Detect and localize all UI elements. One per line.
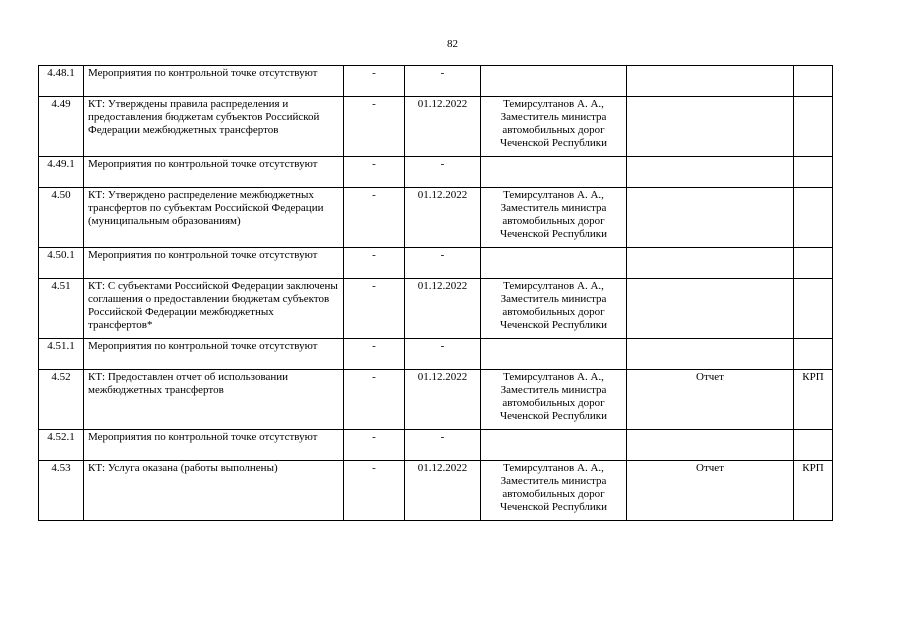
row-number: 4.49 — [39, 97, 84, 157]
table-row — [39, 461, 833, 521]
row-number: 4.53 — [39, 461, 84, 521]
row-end: 01.12.2022 — [405, 279, 481, 339]
row-document — [627, 248, 794, 279]
row-name: Мероприятия по контрольной точке отсутствуют — [84, 157, 344, 188]
row-start: - — [344, 370, 405, 430]
table-row — [39, 248, 833, 279]
row-system — [794, 430, 833, 461]
row-document — [627, 66, 794, 97]
row-document — [627, 157, 794, 188]
row-system — [794, 248, 833, 279]
row-document — [627, 279, 794, 339]
row-responsible: Темирсултанов А. А., Заместитель министра автомобильных дорог Чеченской Республики — [481, 461, 627, 521]
row-end: - — [405, 339, 481, 370]
row-system — [794, 188, 833, 248]
row-number: 4.49.1 — [39, 157, 84, 188]
row-system — [794, 339, 833, 370]
row-responsible — [481, 66, 627, 97]
row-start: - — [344, 339, 405, 370]
row-end: 01.12.2022 — [405, 97, 481, 157]
row-responsible: Темирсултанов А. А., Заместитель министра автомобильных дорог Чеченской Республики — [481, 370, 627, 430]
row-responsible: Темирсултанов А. А., Заместитель министра автомобильных дорог Чеченской Республики — [481, 188, 627, 248]
row-responsible: Темирсултанов А. А., Заместитель министра автомобильных дорог Чеченской Республики — [481, 279, 627, 339]
table-row — [39, 370, 833, 430]
row-start: - — [344, 430, 405, 461]
row-responsible — [481, 157, 627, 188]
table-row — [39, 157, 833, 188]
row-end: 01.12.2022 — [405, 370, 481, 430]
row-end: - — [405, 248, 481, 279]
plan-table — [38, 65, 833, 521]
row-end: 01.12.2022 — [405, 188, 481, 248]
row-start: - — [344, 97, 405, 157]
page-number: 82 — [447, 38, 458, 50]
table-row — [39, 188, 833, 248]
table-row — [39, 430, 833, 461]
row-start: - — [344, 279, 405, 339]
row-end: - — [405, 430, 481, 461]
row-responsible — [481, 430, 627, 461]
row-end: - — [405, 157, 481, 188]
row-document — [627, 188, 794, 248]
row-system: КРП — [794, 370, 833, 430]
row-number: 4.50 — [39, 188, 84, 248]
row-responsible: Темирсултанов А. А., Заместитель министра автомобильных дорог Чеченской Республики — [481, 97, 627, 157]
row-number: 4.52 — [39, 370, 84, 430]
row-name: Мероприятия по контрольной точке отсутствуют — [84, 248, 344, 279]
row-end: 01.12.2022 — [405, 461, 481, 521]
row-system: КРП — [794, 461, 833, 521]
row-system — [794, 66, 833, 97]
row-start: - — [344, 66, 405, 97]
table-row — [39, 279, 833, 339]
row-name: КТ: Утверждены правила распределения и предоставления бюджетам субъектов Российской Федерации межбюджетных трансфертов — [84, 97, 344, 157]
table-row — [39, 339, 833, 370]
row-number: 4.50.1 — [39, 248, 84, 279]
row-number: 4.51.1 — [39, 339, 84, 370]
row-name: Мероприятия по контрольной точке отсутствуют — [84, 66, 344, 97]
row-responsible — [481, 339, 627, 370]
row-system — [794, 97, 833, 157]
row-document — [627, 339, 794, 370]
row-start: - — [344, 461, 405, 521]
row-document: Отчет — [627, 461, 794, 521]
row-start: - — [344, 157, 405, 188]
table-row — [39, 97, 833, 157]
table-row — [39, 66, 833, 97]
row-responsible — [481, 248, 627, 279]
row-start: - — [344, 188, 405, 248]
row-document: Отчет — [627, 370, 794, 430]
row-name: КТ: Утверждено распределение межбюджетных трансфертов по субъектам Российской Федерации (муниципальным образованиям) — [84, 188, 344, 248]
row-system — [794, 157, 833, 188]
row-name: Мероприятия по контрольной точке отсутствуют — [84, 430, 344, 461]
row-name: КТ: Услуга оказана (работы выполнены) — [84, 461, 344, 521]
row-number: 4.48.1 — [39, 66, 84, 97]
row-name: Мероприятия по контрольной точке отсутствуют — [84, 339, 344, 370]
row-name: КТ: Предоставлен отчет об использовании межбюджетных трансфертов — [84, 370, 344, 430]
row-number: 4.51 — [39, 279, 84, 339]
row-name: КТ: С субъектами Российской Федерации заключены соглашения о предоставлении бюджетам субъектов Российской Федерации межбюджетных трансфертов* — [84, 279, 344, 339]
row-document — [627, 97, 794, 157]
row-start: - — [344, 248, 405, 279]
row-number: 4.52.1 — [39, 430, 84, 461]
row-system — [794, 279, 833, 339]
row-end: - — [405, 66, 481, 97]
row-document — [627, 430, 794, 461]
